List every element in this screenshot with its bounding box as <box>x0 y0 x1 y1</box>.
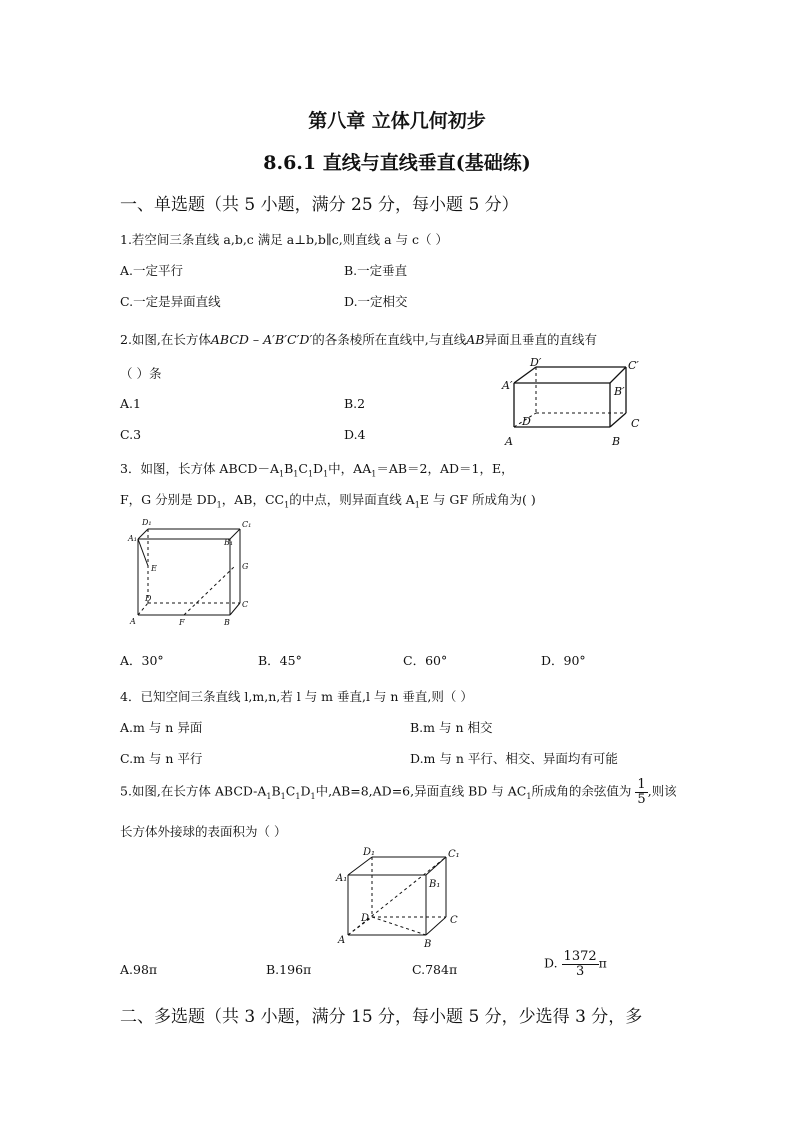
q3-line2-a: F，G 分别是 DD <box>120 492 217 507</box>
q3-text-a: 3．如图，长方体 ABCD－A <box>120 461 279 476</box>
q3-text-e: 中，AA <box>328 461 372 476</box>
q5-text-c: C <box>285 783 296 799</box>
q1-option-d: D.一定相交 <box>344 294 408 309</box>
q5-stem <box>120 778 677 806</box>
section1-heading: 一、单选题（共 5 小题，满分 25 分，每小题 5 分） <box>120 195 519 215</box>
q3-label-a: A <box>130 617 136 626</box>
q2-stem-line2: （ ）条 <box>120 366 162 381</box>
q3-label-f: F <box>179 618 185 627</box>
q3-cuboid-figure <box>120 515 260 630</box>
q4-option-b: B.m 与 n 相交 <box>410 720 493 735</box>
q4-stem: 4．已知空间三条直线 l,m,n,若 l 与 m 垂直,l 与 n 垂直,则（ ） <box>120 689 473 704</box>
q3-label-a1: A₁ <box>128 534 137 543</box>
q2-label-a-prime: A′ <box>502 379 513 392</box>
q3-option-c: C．60° <box>403 653 448 668</box>
q3-label-b1: B₁ <box>224 538 234 547</box>
q2-math-dash: – <box>248 332 264 347</box>
q3-label-e: E <box>151 564 157 573</box>
q1-option-b: B.一定垂直 <box>344 263 408 278</box>
q2-stem-suffix: 异面且垂直的直线有 <box>484 332 598 347</box>
q2-option-a: A.1 <box>120 396 141 411</box>
q5-sub-3: 1 <box>295 792 301 802</box>
q3-line2-sub-2: 1 <box>284 500 290 510</box>
q2-stem <box>120 330 597 348</box>
q5-option-d-prefix: D. <box>544 955 558 971</box>
q5-sub-2: 1 <box>280 792 286 802</box>
q5-text-e: 中,AB=8,AD=6,异面直线 BD 与 AC <box>315 783 527 799</box>
q3-line2-b: ，AB，CC <box>221 492 285 507</box>
q3-line2-d: E 与 GF 所成角为( ) <box>419 492 536 507</box>
q3-sub-1: 1 <box>279 469 285 479</box>
q5-text-g: ,则该 <box>647 783 677 799</box>
q3-label-b: B <box>224 618 230 627</box>
q3-text-b: B <box>284 461 294 476</box>
q3-label-d1: D₁ <box>142 518 152 527</box>
q1-option-a: A.一定平行 <box>120 263 184 278</box>
q5-stem-line2: 长方体外接球的表面积为（ ） <box>120 824 287 839</box>
q3-option-b: B．45° <box>258 653 302 668</box>
q5-label-b: B <box>424 939 432 950</box>
q2-label-c-prime: C′ <box>628 359 639 372</box>
q4-option-d: D.m 与 n 平行、相交、异面均有可能 <box>410 751 618 766</box>
q5-option-d-suffix: π <box>598 955 607 971</box>
q3-option-d: D．90° <box>541 653 586 668</box>
q5-text-a: 5.如图,在长方体 ABCD-A <box>120 783 267 799</box>
q3-line2-sub-1: 1 <box>216 500 222 510</box>
q3-label-g: G <box>242 562 249 571</box>
q3-text-f: ＝AB＝2，AD＝1，E， <box>376 461 514 476</box>
q3-label-c: C <box>242 600 249 609</box>
q2-stem-mid: 的各条棱所在直线中,与直线 <box>312 332 467 347</box>
q5-text-b: B <box>271 783 281 799</box>
q2-math-ab: AB <box>466 332 485 347</box>
q5-frac-den: 5 <box>637 791 646 807</box>
section2-heading: 二、多选题（共 3 小题，满分 15 分，每小题 5 分，少选得 3 分，多 <box>120 1007 643 1027</box>
q2-math-abcd: ABCD <box>210 332 249 347</box>
q5-option-d-den: 3 <box>575 963 585 979</box>
q5-label-a: A <box>338 935 346 946</box>
q3-stem <box>120 459 514 479</box>
q3-label-c1: C₁ <box>242 520 252 529</box>
q2-cuboid-figure <box>500 355 650 455</box>
q5-label-c1: C₁ <box>448 849 460 860</box>
q2-label-c: C <box>631 417 640 430</box>
q5-label-d1: D₁ <box>363 847 376 858</box>
q1-option-c: C.一定是异面直线 <box>120 294 221 309</box>
q5-option-a: A.98π <box>120 962 158 977</box>
q4-option-a: A.m 与 n 异面 <box>120 720 203 735</box>
q5-option-d-fraction <box>562 950 599 978</box>
q5-sub-1: 1 <box>266 792 272 802</box>
q5-label-c: C <box>450 915 458 926</box>
q2-label-b: B <box>612 435 621 448</box>
q3-stem-line2 <box>120 490 536 510</box>
q5-label-d: D <box>361 913 370 924</box>
q3-sub-5: 1 <box>371 469 377 479</box>
q5-option-d <box>544 950 607 978</box>
q5-text-d: D <box>300 783 311 799</box>
q5-fraction <box>635 778 647 806</box>
q5-sub-4: 1 <box>310 792 316 802</box>
q3-text-d: D <box>313 461 324 476</box>
q3-sub-2: 1 <box>293 469 299 479</box>
q3-line2-sub-3: 1 <box>414 500 420 510</box>
q2-stem-prefix: 2.如图,在长方体 <box>120 332 211 347</box>
q1-stem: 1.若空间三条直线 a,b,c 满足 a⊥b,b∥c,则直线 a 与 c（ ） <box>120 232 449 247</box>
q5-option-b: B.196π <box>266 962 312 977</box>
q2-label-d: D <box>522 415 531 428</box>
q2-option-c: C.3 <box>120 427 142 442</box>
q2-math-abcd-prime: A′B′C′D′ <box>263 332 313 347</box>
q5-option-c: C.784π <box>412 962 458 977</box>
q3-option-a: A．30° <box>120 653 164 668</box>
q5-label-b1: B₁ <box>429 879 441 890</box>
lesson-title: 8.6.1 直线与直线垂直(基础练) <box>263 152 531 174</box>
q2-label-a: A <box>505 435 513 448</box>
q3-label-d: D <box>145 594 152 603</box>
q5-label-a1: A₁ <box>336 873 348 884</box>
q5-cuboid-figure <box>330 843 470 953</box>
q2-label-d-prime: D′ <box>530 356 542 369</box>
q5-text-f: 所成角的余弦值为 <box>531 783 632 799</box>
q5-option-d-num: 1372 <box>563 949 597 964</box>
q2-option-b: B.2 <box>344 396 366 411</box>
chapter-title: 第八章 立体几何初步 <box>308 110 486 132</box>
q2-label-b-prime: B′ <box>614 385 625 398</box>
q3-sub-3: 1 <box>307 469 314 479</box>
q5-sub-5: 1 <box>526 792 532 802</box>
q4-option-c: C.m 与 n 平行 <box>120 751 203 766</box>
q3-line2-c: 的中点，则异面直线 A <box>289 492 415 507</box>
q3-sub-4: 1 <box>323 469 329 479</box>
q3-text-c: C <box>298 461 308 476</box>
q5-frac-num: 1 <box>637 777 646 792</box>
q2-option-d: D.4 <box>344 427 366 442</box>
